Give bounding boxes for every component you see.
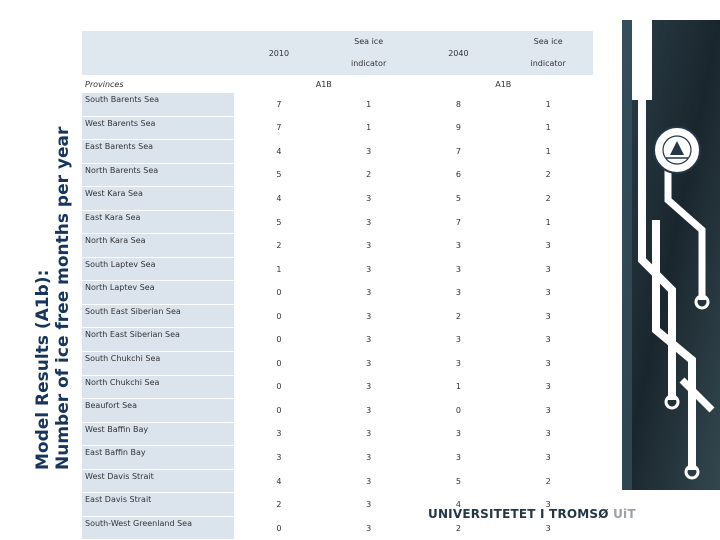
header-sea-ice-indicator-2010: Sea ice indicator	[324, 31, 414, 75]
value-2010-cell: 4	[234, 469, 324, 493]
value-2040-cell: 3	[414, 281, 504, 305]
table-row	[82, 446, 593, 470]
table-row	[82, 140, 593, 164]
province-cell: South-West Greenland Sea	[82, 516, 234, 540]
value-2040-cell: 3	[455, 452, 461, 462]
province-cell: East Barents Sea	[82, 140, 234, 164]
table-row	[82, 399, 593, 423]
value-2010-cell: 2	[276, 500, 282, 510]
table-row	[82, 328, 593, 352]
header-2010: 2010	[234, 31, 324, 75]
slide-title-line1: Model Results (A1b):	[33, 269, 53, 470]
value-2010-cell: 5	[276, 217, 282, 227]
province-cell: South Laptev Sea	[82, 257, 234, 281]
province-cell: North East Siberian Sea	[82, 328, 234, 352]
value-2010-cell: 0	[234, 516, 324, 540]
table-row	[82, 93, 593, 116]
indicator-2040-cell: 3	[545, 311, 551, 321]
value-2010-cell: 0	[276, 358, 282, 368]
indicator-2010-cell: 3	[366, 358, 372, 368]
value-2040-cell: 5	[414, 187, 504, 211]
university-logo-uit: UiT	[613, 507, 636, 521]
indicator-2010-cell: 3	[324, 234, 414, 258]
indicator-2040-cell: 3	[545, 405, 551, 415]
table-row	[82, 422, 593, 446]
indicator-2010-cell: 3	[324, 516, 414, 540]
indicator-2040-cell: 1	[545, 217, 551, 227]
indicator-2040-cell: 1	[545, 123, 551, 133]
indicator-2010-cell: 3	[324, 469, 414, 493]
value-2010-cell: 4	[234, 187, 324, 211]
value-2010-cell: 3	[234, 422, 324, 446]
value-2010-cell: 0	[276, 405, 282, 415]
provinces-header: Provinces	[82, 75, 234, 93]
indicator-2010-cell: 3	[366, 311, 372, 321]
table-row	[82, 163, 593, 187]
indicator-2010-cell: 3	[324, 422, 414, 446]
province-cell: North Barents Sea	[82, 163, 234, 187]
scenario-2010-label: A1B	[234, 75, 414, 93]
value-2010-cell: 0	[234, 375, 324, 399]
value-2010-cell: 2	[234, 234, 324, 258]
table-row	[82, 304, 593, 328]
province-cell: West Barents Sea	[82, 116, 234, 140]
indicator-2040-cell: 3	[545, 500, 551, 510]
indicator-2010-cell: 2	[366, 170, 372, 180]
header-row	[82, 31, 593, 75]
indicator-2010-cell: 1	[366, 123, 372, 133]
table-row	[82, 187, 593, 211]
university-logo	[428, 507, 636, 525]
indicator-2010-cell: 3	[324, 140, 414, 164]
value-2010-cell: 5	[276, 170, 282, 180]
value-2010-cell: 3	[276, 452, 282, 462]
province-cell: South East Siberian Sea	[82, 304, 234, 328]
indicator-2040-cell: 3	[503, 281, 593, 305]
slide-title-line2: Number of ice free months per year	[53, 126, 73, 470]
province-cell: West Kara Sea	[82, 187, 234, 211]
header-blank-cell	[82, 31, 234, 75]
slide-title	[14, 0, 74, 478]
value-2010-cell: 0	[276, 311, 282, 321]
decorative-circuit-art	[612, 0, 720, 540]
scenario-2040-label: A1B	[414, 75, 594, 93]
indicator-2040-cell: 3	[545, 452, 551, 462]
indicator-2040-cell: 3	[503, 328, 593, 352]
indicator-2010-cell: 3	[366, 405, 372, 415]
value-2040-cell: 3	[414, 234, 504, 258]
table-row	[82, 210, 593, 234]
value-2040-cell: 2	[455, 311, 461, 321]
indicator-2040-cell: 3	[545, 264, 551, 274]
table-row	[82, 116, 593, 140]
value-2040-cell: 3	[414, 328, 504, 352]
province-cell: East Baffin Bay	[82, 446, 234, 470]
indicator-2010-cell: 3	[366, 217, 372, 227]
value-2040-cell: 3	[414, 422, 504, 446]
value-2040-cell: 9	[455, 123, 461, 133]
province-cell: North Kara Sea	[82, 234, 234, 258]
value-2010-cell: 7	[276, 123, 282, 133]
value-2040-cell: 0	[455, 405, 461, 415]
indicator-2010-cell: 3	[366, 264, 372, 274]
indicator-2010-cell: 3	[366, 452, 372, 462]
province-cell: Beaufort Sea	[82, 399, 234, 423]
university-logo-text: UNIVERSITETET I TROMSØ	[428, 507, 609, 521]
value-2010-cell: 7	[234, 93, 324, 116]
indicator-2010-cell: 1	[324, 93, 414, 116]
indicator-2010-cell: 3	[324, 281, 414, 305]
value-2040-cell: 1	[414, 375, 504, 399]
province-cell: South Chukchi Sea	[82, 352, 234, 376]
indicator-2040-cell: 2	[545, 170, 551, 180]
indicator-2040-cell: 3	[503, 516, 593, 540]
table-row	[82, 281, 593, 305]
value-2010-cell: 0	[234, 328, 324, 352]
table-row	[82, 375, 593, 399]
indicator-2040-cell: 3	[503, 422, 593, 446]
indicator-2010-cell: 3	[366, 500, 372, 510]
table-row	[82, 352, 593, 376]
table-row	[82, 234, 593, 258]
value-2040-cell: 5	[414, 469, 504, 493]
table-row	[82, 469, 593, 493]
header-sea-ice-indicator-2040: Sea ice indicator	[503, 31, 593, 75]
value-2040-cell: 8	[414, 93, 504, 116]
value-2040-cell: 6	[455, 170, 461, 180]
value-2040-cell: 3	[455, 264, 461, 274]
indicator-2040-cell: 3	[503, 234, 593, 258]
province-cell: North Laptev Sea	[82, 281, 234, 305]
value-2010-cell: 4	[234, 140, 324, 164]
value-2040-cell: 2	[414, 516, 504, 540]
indicator-2040-cell: 3	[503, 375, 593, 399]
province-cell: East Davis Strait	[82, 493, 234, 517]
value-2040-cell: 3	[455, 358, 461, 368]
province-cell: North Chukchi Sea	[82, 375, 234, 399]
indicator-2010-cell: 3	[324, 328, 414, 352]
university-seal-icon	[652, 125, 702, 175]
results-table	[82, 31, 593, 540]
province-cell: West Davis Strait	[82, 469, 234, 493]
value-2010-cell: 1	[276, 264, 282, 274]
value-2040-cell: 7	[414, 140, 504, 164]
header-2040: 2040	[414, 31, 504, 75]
indicator-2040-cell: 2	[503, 469, 593, 493]
value-2040-cell: 4	[455, 500, 461, 510]
province-cell: East Kara Sea	[82, 210, 234, 234]
value-2010-cell: 0	[234, 281, 324, 305]
indicator-2010-cell: 3	[324, 375, 414, 399]
province-cell: West Baffin Bay	[82, 422, 234, 446]
indicator-2040-cell: 1	[503, 140, 593, 164]
indicator-2010-cell: 3	[324, 187, 414, 211]
province-cell: South Barents Sea	[82, 93, 234, 116]
value-2040-cell: 7	[455, 217, 461, 227]
indicator-2040-cell: 1	[503, 93, 593, 116]
indicator-2040-cell: 2	[503, 187, 593, 211]
table-row	[82, 257, 593, 281]
indicator-2040-cell: 3	[545, 358, 551, 368]
subheader-row	[82, 75, 593, 93]
